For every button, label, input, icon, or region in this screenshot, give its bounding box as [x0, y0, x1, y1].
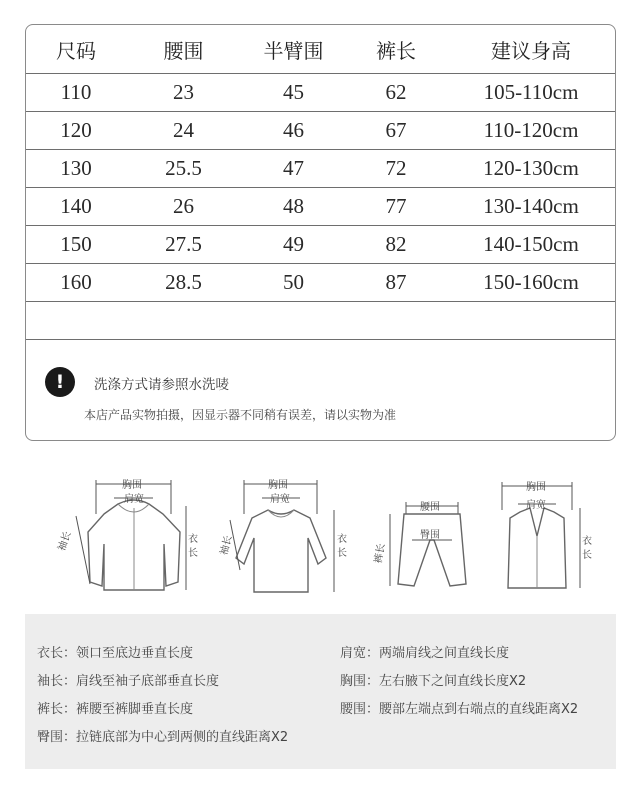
glossary-desc: 左右腋下之间直线长度X2	[379, 674, 527, 689]
header-pants-length: 裤长	[376, 38, 416, 63]
cell-size: 130	[60, 155, 92, 180]
glossary-item	[37, 726, 288, 745]
pants-waist-label: 腰围	[420, 502, 440, 513]
pants-measure-diagram	[373, 474, 486, 600]
glossary-term: 衣长：	[37, 646, 77, 661]
cell-half-arm: 50	[283, 269, 304, 294]
pants-length-label: 裤长	[373, 542, 388, 565]
cell-pants-length: 62	[385, 79, 407, 104]
cell-height: 110-120cm	[483, 117, 579, 142]
cell-waist: 26	[173, 193, 194, 218]
cell-height: 150-160cm	[483, 269, 579, 294]
cell-height: 120-130cm	[483, 155, 579, 180]
glossary-desc: 裤腰至裤脚垂直长度	[76, 702, 194, 717]
vest-shoulder-label: 肩宽	[526, 500, 546, 511]
cell-waist: 23	[173, 79, 194, 104]
glossary-item	[37, 642, 193, 661]
sweater-shoulder-label: 肩宽	[270, 494, 290, 505]
cell-waist: 24	[173, 117, 194, 142]
sweater-chest-label: 胸围	[268, 480, 288, 491]
table-row	[26, 111, 615, 150]
jacket-chest-label: 胸围	[122, 480, 142, 491]
cell-size: 110	[60, 79, 92, 104]
sweater-length-label-bottom: 长	[337, 548, 347, 559]
vest-measure-diagram	[494, 474, 604, 600]
glossary-term: 裤长：	[37, 702, 77, 717]
glossary-desc: 拉链底部为中心到两侧的直线距离X2	[76, 730, 289, 745]
glossary-desc: 两端肩线之间直线长度	[379, 646, 510, 661]
cell-size: 160	[60, 269, 92, 294]
size-table-card	[25, 24, 616, 441]
table-row	[26, 187, 615, 226]
jacket-sleeve-label: 袖长	[56, 530, 74, 553]
table-row	[26, 149, 615, 188]
table-header-row	[26, 25, 615, 74]
glossary-term: 胸围：	[340, 674, 380, 689]
cell-pants-length: 87	[385, 269, 407, 294]
exclamation-icon: !	[45, 367, 75, 397]
cell-waist: 28.5	[165, 269, 202, 294]
vest-length-label-top: 衣	[582, 536, 592, 547]
cell-waist: 27.5	[165, 231, 202, 256]
cell-pants-length: 67	[385, 117, 407, 142]
jacket-length-label-top: 衣	[188, 534, 198, 545]
cell-half-arm: 48	[283, 193, 304, 218]
table-row-empty	[26, 301, 615, 340]
table-row	[26, 73, 615, 112]
cell-pants-length: 72	[385, 155, 407, 180]
jacket-length-label-bottom: 长	[188, 548, 198, 559]
jacket-measure-diagram	[46, 474, 196, 600]
sweater-length-label-top: 衣	[337, 534, 347, 545]
glossary-term: 肩宽：	[340, 646, 380, 661]
cell-size: 120	[60, 117, 92, 142]
wash-notice: 洗涤方式请参照水洗唛	[94, 377, 229, 393]
cell-half-arm: 46	[283, 117, 304, 142]
glossary-term: 臀围：	[37, 730, 77, 745]
header-waist: 腰围	[163, 38, 204, 63]
cell-waist: 25.5	[165, 155, 202, 180]
header-half-arm: 半臂围	[263, 38, 324, 63]
pants-hip-label: 臀围	[420, 530, 440, 541]
cell-half-arm: 45	[283, 79, 304, 104]
glossary-term: 袖长：	[37, 674, 77, 689]
glossary-term: 腰围：	[340, 702, 380, 717]
cell-height: 105-110cm	[483, 79, 579, 104]
jacket-shoulder-label: 肩宽	[124, 494, 144, 505]
glossary-desc: 肩线至袖子底部垂直长度	[76, 674, 220, 689]
cell-size: 150	[60, 231, 92, 256]
table-row	[26, 263, 615, 302]
cell-pants-length: 77	[385, 193, 407, 218]
header-size: 尺码	[56, 38, 96, 63]
cell-pants-length: 82	[385, 231, 407, 256]
glossary-desc: 腰部左端点到右端点的直线距离X2	[379, 702, 579, 717]
cell-height: 130-140cm	[483, 193, 579, 218]
vest-chest-label: 胸围	[526, 482, 546, 493]
glossary-item	[37, 670, 219, 689]
cell-half-arm: 49	[283, 231, 304, 256]
header-recommended-height: 建议身高	[491, 38, 571, 63]
measurement-glossary	[25, 614, 616, 769]
sweater-measure-diagram	[218, 474, 372, 600]
glossary-desc: 领口至底边垂直长度	[76, 646, 194, 661]
glossary-item	[340, 642, 509, 661]
glossary-item	[37, 698, 193, 717]
cell-height: 140-150cm	[483, 231, 579, 256]
cell-size: 140	[60, 193, 92, 218]
glossary-item	[340, 670, 526, 689]
vest-length-label-bottom: 长	[582, 550, 592, 561]
photo-disclaimer: 本店产品实物拍摄，因显示器不同稍有误差，请以实物为准	[84, 408, 397, 422]
sweater-sleeve-label: 袖长	[218, 534, 235, 557]
table-row	[26, 225, 615, 264]
glossary-item	[340, 698, 578, 717]
cell-half-arm: 47	[283, 155, 304, 180]
